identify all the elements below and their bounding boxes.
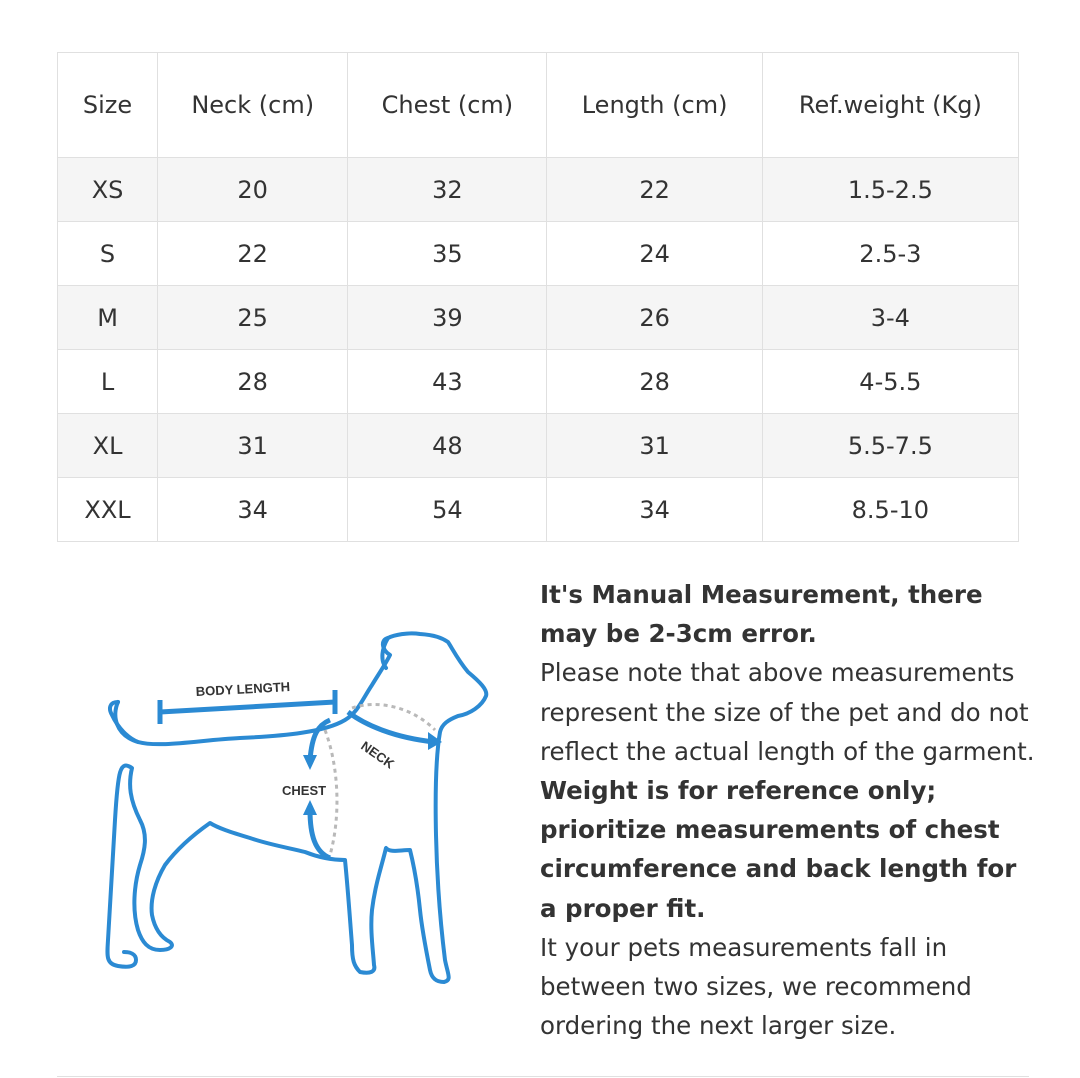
cell-neck: 20 — [158, 158, 348, 222]
chest-arrow-curve-bottom — [310, 810, 330, 858]
table-row — [58, 222, 1019, 286]
cell-length: 26 — [547, 286, 762, 350]
header-weight: Ref.weight (Kg) — [762, 53, 1018, 158]
table-row — [58, 414, 1019, 478]
dog-measurement-diagram — [90, 620, 500, 990]
body-length-line — [160, 702, 335, 712]
notes-para-between-sizes: It your pets measurements fall in between two sizes, we recommend ordering the next larger size. — [540, 932, 972, 1041]
cell-length: 28 — [547, 350, 762, 414]
cell-weight: 5.5-7.5 — [762, 414, 1018, 478]
cell-weight: 8.5-10 — [762, 478, 1018, 542]
table-row — [58, 158, 1019, 222]
header-neck: Neck (cm) — [158, 53, 348, 158]
table-row — [58, 350, 1019, 414]
header-size: Size — [58, 53, 158, 158]
chest-arrow-head-bottom — [303, 800, 317, 815]
cell-size: S — [58, 222, 158, 286]
cell-chest: 54 — [348, 478, 547, 542]
neck-label: NECK — [358, 738, 398, 772]
cell-weight: 4-5.5 — [762, 350, 1018, 414]
neck-arrow-curve — [348, 712, 435, 742]
cell-chest: 39 — [348, 286, 547, 350]
table-row — [58, 286, 1019, 350]
neck-dashed-curve — [352, 704, 435, 730]
cell-weight: 2.5-3 — [762, 222, 1018, 286]
cell-length: 34 — [547, 478, 762, 542]
measurement-notes — [540, 575, 1040, 1045]
cell-length: 22 — [547, 158, 762, 222]
cell-size: L — [58, 350, 158, 414]
cell-chest: 48 — [348, 414, 547, 478]
cell-size: XXL — [58, 478, 158, 542]
chest-label: CHEST — [282, 783, 327, 798]
chest-dashed-curve — [325, 730, 337, 855]
cell-neck: 28 — [158, 350, 348, 414]
bottom-divider — [57, 1076, 1029, 1077]
notes-heading: It's Manual Measurement, there may be 2-3cm error. — [540, 580, 983, 649]
cell-neck: 31 — [158, 414, 348, 478]
cell-neck: 34 — [158, 478, 348, 542]
notes-para-weight: Weight is for reference only; prioritize measurements of chest circumference and back length for a proper fit. — [540, 776, 1017, 923]
header-length: Length (cm) — [547, 53, 762, 158]
cell-neck: 25 — [158, 286, 348, 350]
notes-para-garment: Please note that above measurements represent the size of the pet and do not reflect the actual length of the garment. — [540, 658, 1035, 766]
cell-length: 24 — [547, 222, 762, 286]
cell-neck: 22 — [158, 222, 348, 286]
body-length-label: BODY LENGTH — [195, 679, 291, 699]
cell-chest: 35 — [348, 222, 547, 286]
dog-outline — [107, 633, 486, 982]
header-chest: Chest (cm) — [348, 53, 547, 158]
cell-chest: 43 — [348, 350, 547, 414]
cell-length: 31 — [547, 414, 762, 478]
cell-size: XL — [58, 414, 158, 478]
table-header-row — [58, 53, 1019, 158]
table-row — [58, 478, 1019, 542]
cell-size: XS — [58, 158, 158, 222]
cell-chest: 32 — [348, 158, 547, 222]
cell-size: M — [58, 286, 158, 350]
cell-weight: 3-4 — [762, 286, 1018, 350]
size-chart-table — [57, 52, 1019, 542]
chest-arrow-head-top — [303, 755, 317, 770]
cell-weight: 1.5-2.5 — [762, 158, 1018, 222]
